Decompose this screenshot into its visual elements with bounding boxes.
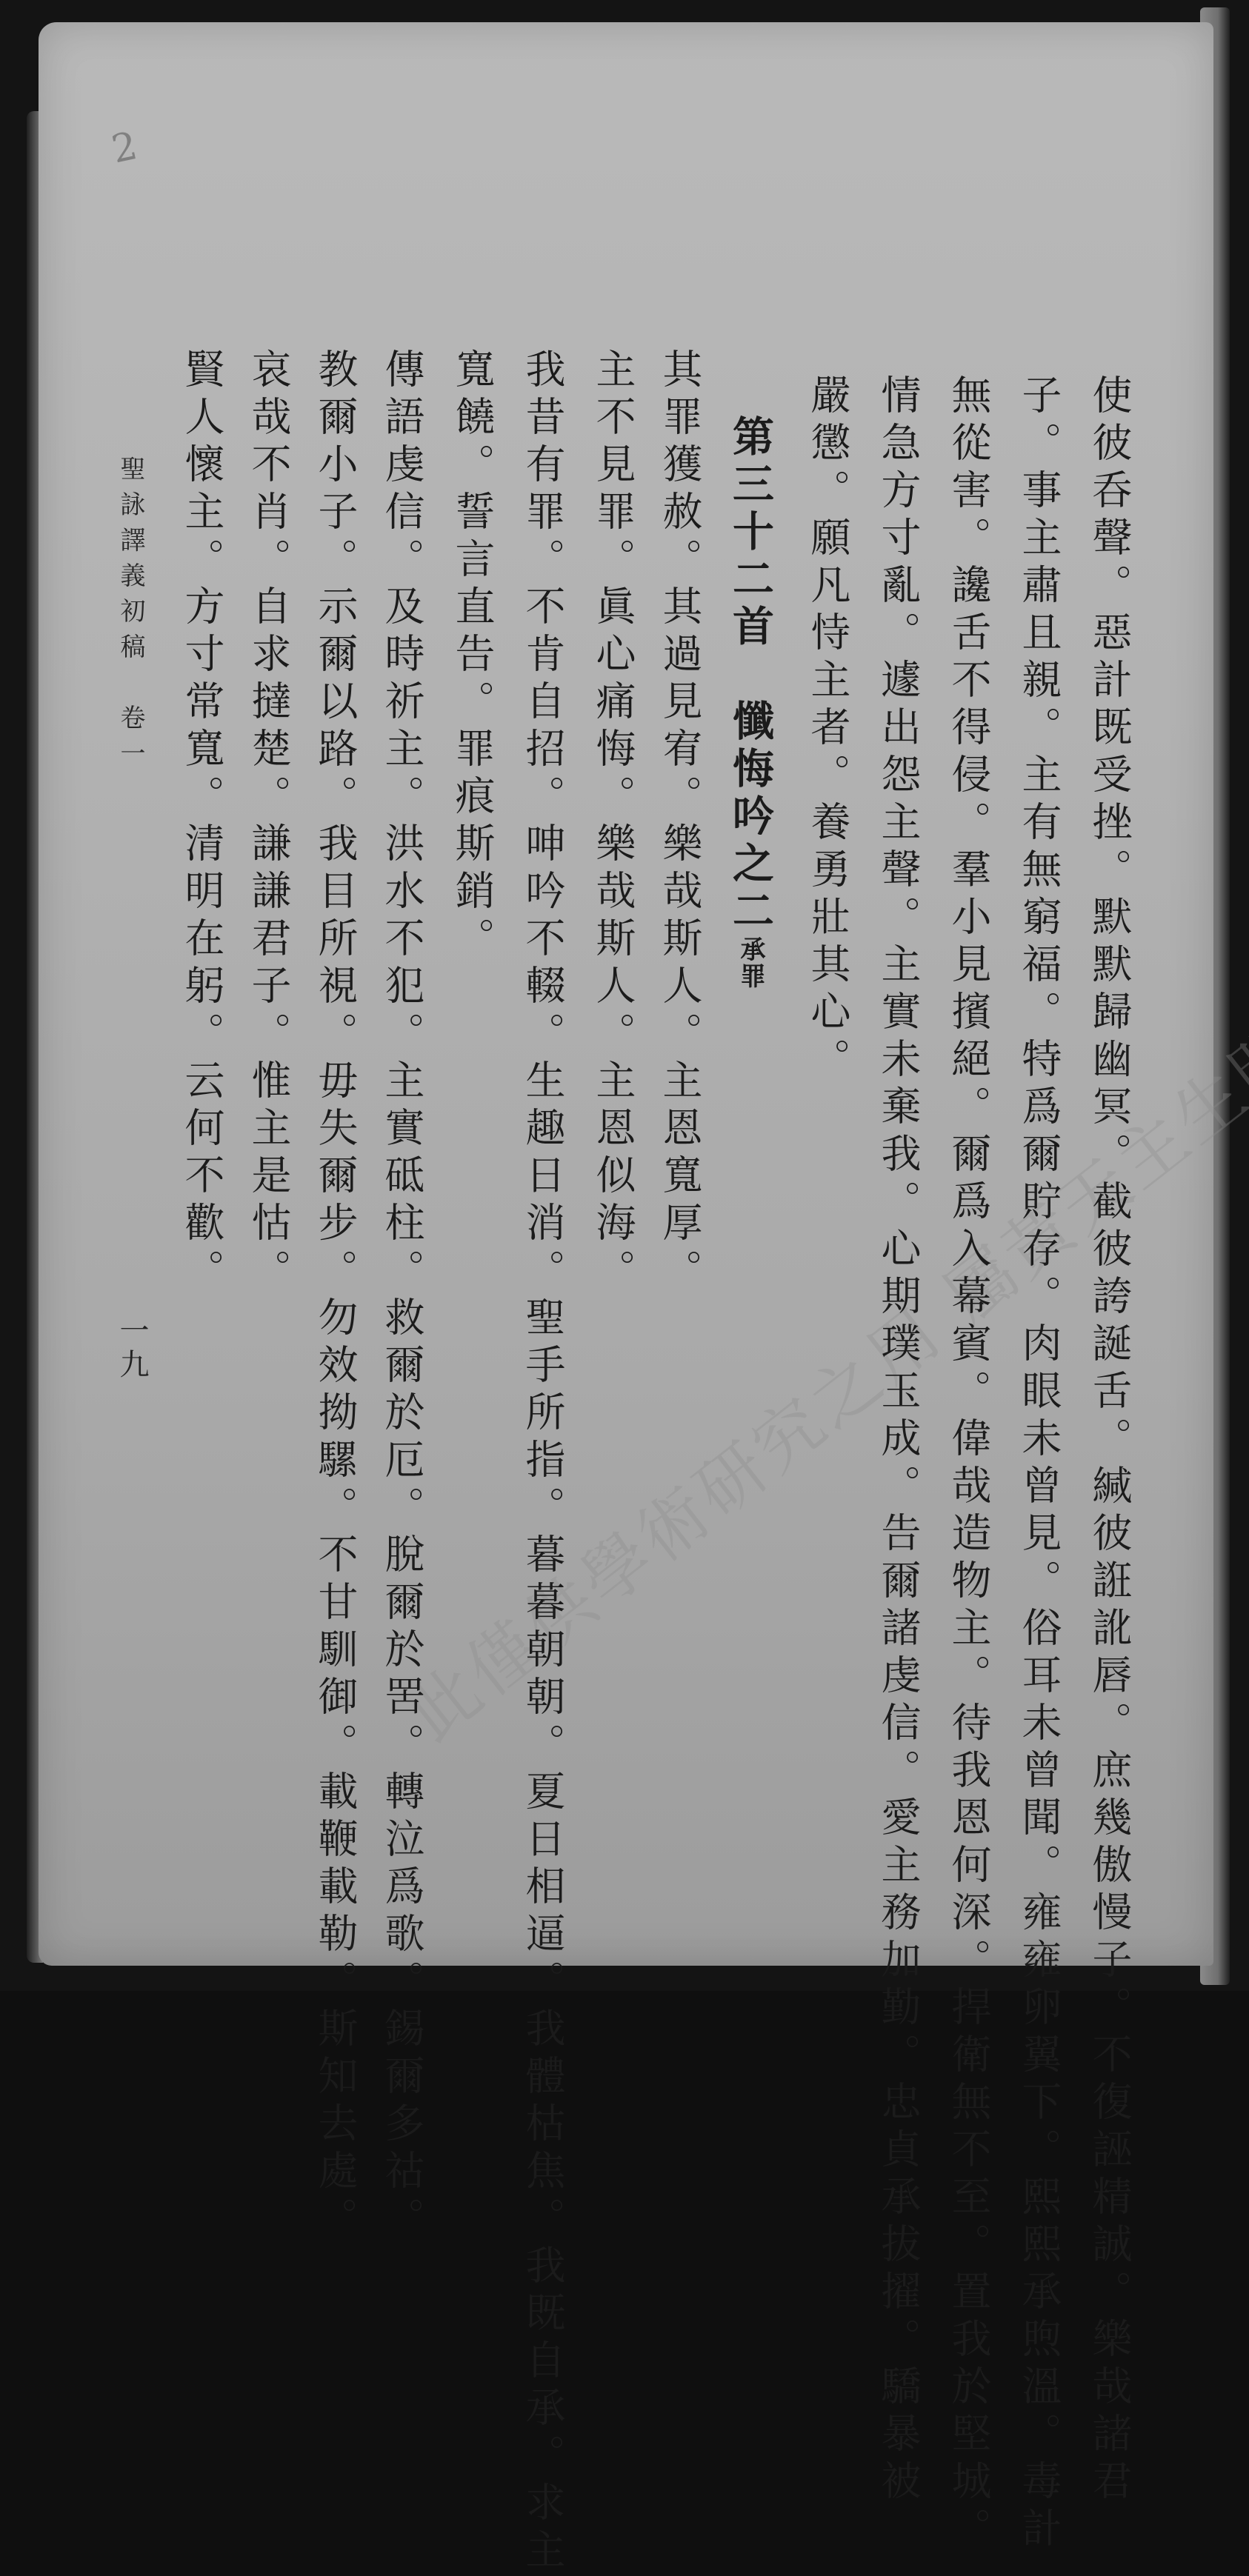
body-column-2: 主不見罪。眞心痛悔。樂哉斯人。主恩似海。: [590, 348, 636, 1296]
body-column-8: 賢人懷主。方寸常寬。清明在躬。云何不歡。: [179, 348, 225, 1296]
text-column-2: 子。事主肅且親。主有無窮福。特爲爾貯存。肉眼未曾見。俗耳未曾聞。雍雍卵翼下。熙熙承煦溫。毒計: [1016, 374, 1062, 2555]
body-column-4: 寬饒。誓言直告。罪痕斯銷。: [449, 348, 496, 964]
text-column-4: 情急方寸亂。遽出怨主聲。主實未棄我。心期璞玉成。告爾諸虔信。愛主務加勤。忠貞承拔擢。驕暴被: [875, 374, 922, 2507]
body-column-7: 哀哉不肖。自求撻楚。謙謙君子。惟主是怙。: [245, 348, 292, 1296]
section-note: 承罪: [736, 936, 765, 990]
body-column-1: 其罪獲赦。其過見宥。樂哉斯人。主恩寬厚。: [656, 348, 703, 1296]
running-title: 聖詠譯義初稿 卷一: [116, 456, 145, 775]
section-heading: [726, 415, 775, 990]
pencil-mark: 2: [107, 124, 141, 173]
body-column-3: 我昔有罪。不肯自招。呻吟不輟。生趣日消。聖手所指。暮暮朝朝。夏日相逼。我體枯焦。我既自承。求主: [519, 348, 566, 2576]
text-column-1: 使彼呑聲。惡計既受挫。默默歸幽冥。截彼誇誕舌。緘彼誑訛唇。庶幾傲慢子。不復誣精誠。樂哉諸君: [1086, 374, 1133, 2507]
text-column-5: 嚴懲。願凡恃主者。養勇壯其心。: [805, 374, 851, 1085]
section-title: 第三十二首: [726, 415, 775, 652]
watermark-text: 此僅供學術研究之用: [394, 1291, 959, 1756]
section-subtitle: 懺悔吟之二: [726, 699, 775, 936]
body-column-6: 教爾小子。示爾以路。我目所視。毋失爾步。勿效拗騾。不甘馴御。載鞭載勒。斯知去處。: [312, 348, 359, 2244]
text-column-3: 無從害。讒舌不得侵。羣小見擯絕。爾爲入幕賓。偉哉造物主。待我恩何深。捍衛無不至。置我於堅城。: [945, 374, 992, 2555]
body-column-5: 傳語虔信。及時祈主。洪水不犯。主實砥柱。救爾於厄。脫爾於罟。轉泣爲歌。錫爾多祜。: [379, 348, 425, 2244]
page-number: 一九: [115, 1315, 149, 1383]
